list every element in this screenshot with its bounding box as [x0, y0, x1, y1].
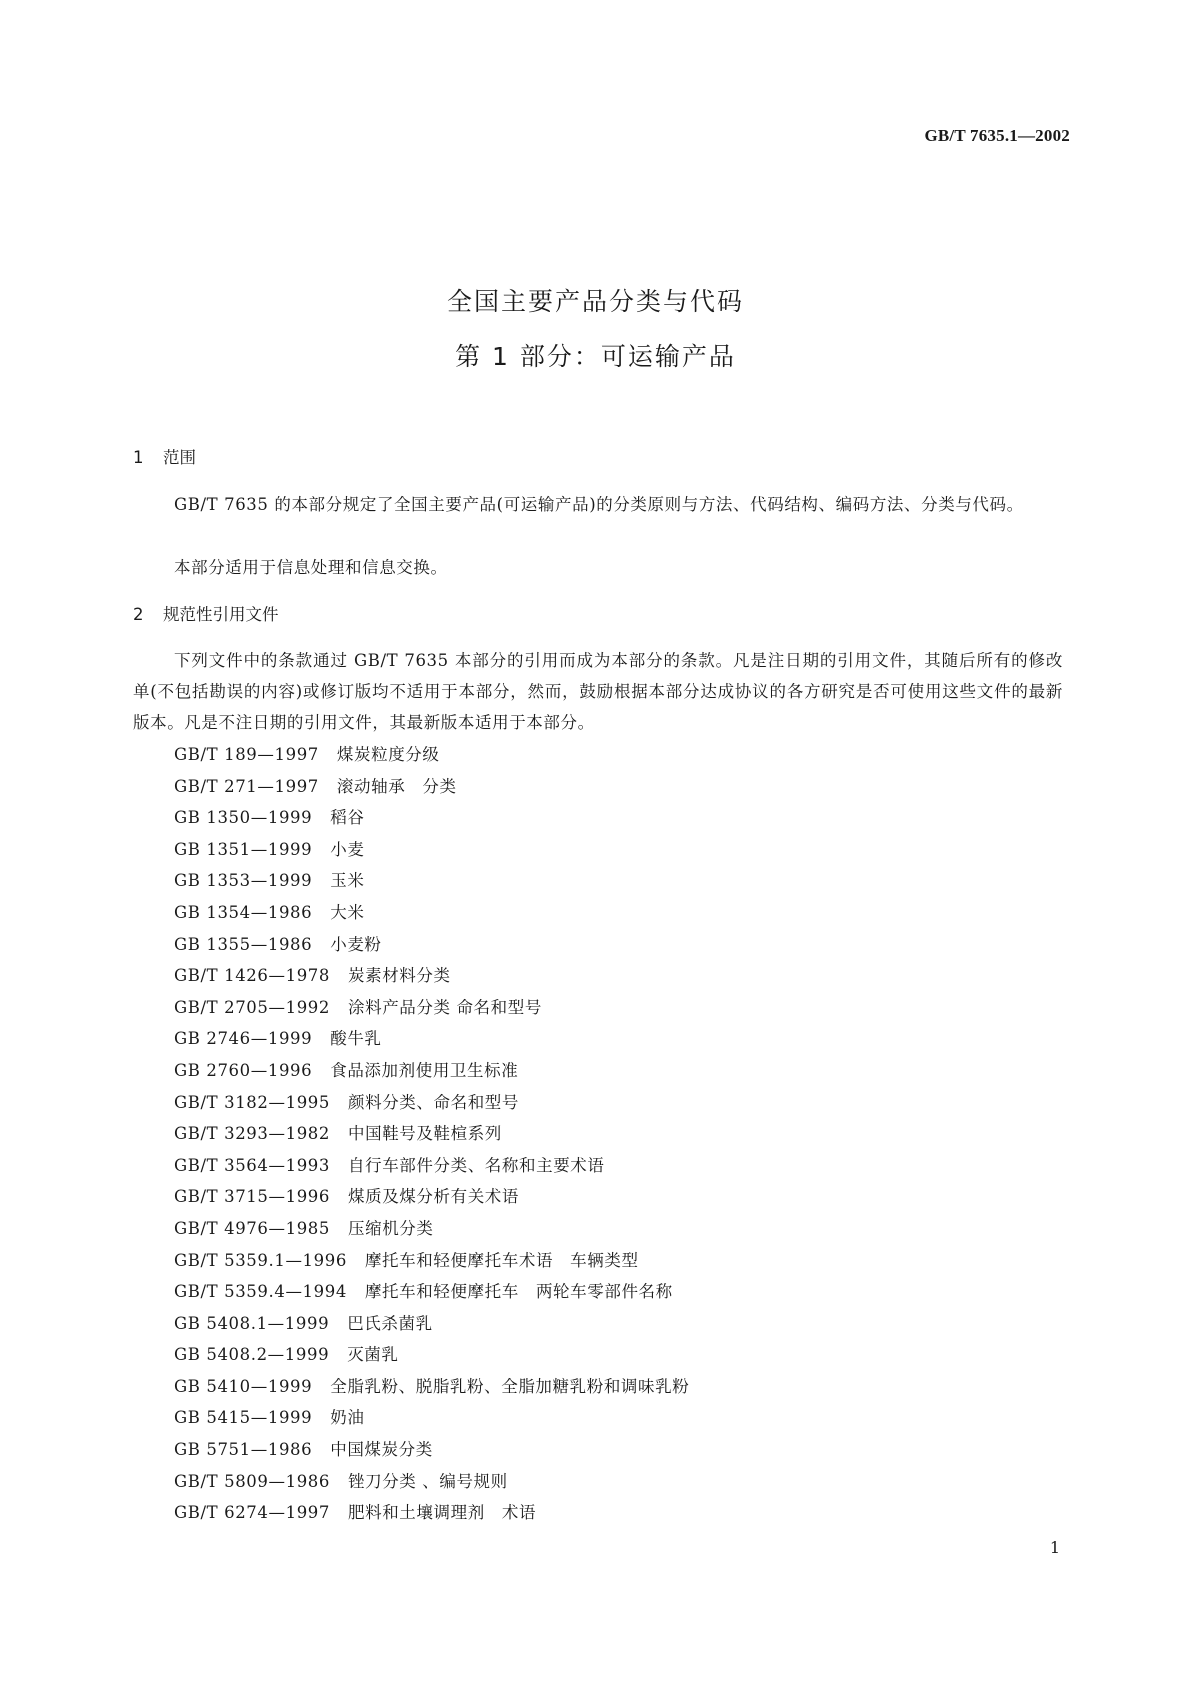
reference-code: GB/T 2705—1992 — [174, 997, 330, 1017]
reference-item — [174, 771, 689, 803]
section-number: 1 — [133, 448, 144, 467]
reference-title: 滚动轴承 分类 — [336, 776, 457, 796]
section-title: 范围 — [163, 448, 196, 467]
reference-item — [174, 1308, 689, 1340]
reference-item — [174, 1055, 689, 1087]
reference-item — [174, 802, 689, 834]
reference-code: GB 1354—1986 — [174, 902, 313, 922]
reference-code: GB/T 3715—1996 — [174, 1187, 330, 1207]
section-heading-normative-references — [133, 601, 279, 625]
reference-title: 奶油 — [330, 1408, 365, 1428]
reference-title: 中国煤炭分类 — [330, 1440, 433, 1460]
reference-title: 中国鞋号及鞋楦系列 — [348, 1124, 502, 1144]
reference-code: GB 1353—1999 — [174, 871, 313, 891]
reference-code: GB 2760—1996 — [174, 1060, 313, 1080]
reference-item — [174, 1245, 689, 1277]
reference-title: 稻谷 — [330, 808, 365, 828]
references-intro-paragraph — [133, 645, 1063, 738]
reference-title: 颜料分类、命名和型号 — [348, 1092, 519, 1112]
reference-title: 食品添加剂使用卫生标准 — [330, 1060, 519, 1080]
reference-code: GB/T 189—1997 — [174, 745, 319, 764]
reference-title: 玉米 — [330, 871, 365, 891]
document-title: 全国主要产品分类与代码 — [446, 287, 744, 316]
reference-title: 小麦粉 — [330, 934, 382, 954]
reference-item — [174, 1434, 689, 1466]
reference-item — [174, 1402, 689, 1434]
page-number: 1 — [1049, 1538, 1060, 1557]
reference-code: GB 5415—1999 — [174, 1408, 313, 1428]
reference-title: 小麦 — [330, 839, 365, 859]
reference-list — [174, 739, 689, 1529]
reference-code: GB/T 5809—1986 — [174, 1471, 330, 1491]
reference-title: 涂料产品分类 命名和型号 — [348, 997, 542, 1017]
reference-item — [174, 834, 689, 866]
reference-item — [174, 739, 689, 771]
reference-code: GB/T 1426—1978 — [174, 966, 330, 986]
reference-code: GB 5751—1986 — [174, 1440, 313, 1460]
reference-title: 摩托车和轻便摩托车术语 车辆类型 — [364, 1250, 639, 1270]
reference-item — [174, 1339, 689, 1371]
reference-title: 酸牛乳 — [330, 1029, 382, 1049]
reference-code: GB/T 5359.4—1994 — [174, 1282, 347, 1302]
reference-code: GB 1351—1999 — [174, 839, 313, 859]
paragraph-text: GB/T 7635 的本部分规定了全国主要产品(可运输产品)的分类原则与方法、代码结构、编码方法、分类与代码。 — [174, 495, 1024, 514]
standard-code: GB/T 7635.1—2002 — [924, 126, 1070, 145]
reference-title: 炭素材料分类 — [348, 966, 451, 986]
reference-title: 煤质及煤分析有关术语 — [348, 1187, 519, 1207]
reference-title: 摩托车和轻便摩托车 两轮车零部件名称 — [364, 1282, 673, 1302]
reference-code: GB 5410—1999 — [174, 1376, 313, 1396]
reference-title: 锉刀分类 、编号规则 — [348, 1471, 508, 1491]
reference-item — [174, 960, 689, 992]
reference-title: 自行车部件分类、名称和主要术语 — [348, 1155, 605, 1175]
reference-code: GB 5408.2—1999 — [174, 1345, 330, 1365]
reference-code: GB/T 271—1997 — [174, 776, 319, 796]
reference-title: 巴氏杀菌乳 — [347, 1313, 433, 1333]
reference-item — [174, 929, 689, 961]
reference-title: 压缩机分类 — [348, 1218, 434, 1238]
reference-title: 大米 — [330, 902, 365, 922]
reference-item — [174, 1087, 689, 1119]
reference-item — [174, 1497, 689, 1529]
reference-item — [174, 1023, 689, 1055]
paragraph-text: 本部分适用于信息处理和信息交换。 — [174, 558, 448, 577]
reference-code: GB 5408.1—1999 — [174, 1313, 330, 1333]
reference-code: GB/T 3564—1993 — [174, 1155, 330, 1175]
reference-title: 灭菌乳 — [347, 1345, 399, 1365]
section-number: 2 — [133, 605, 144, 624]
reference-code: GB 1355—1986 — [174, 934, 313, 954]
reference-code: GB/T 3293—1982 — [174, 1124, 330, 1144]
reference-code: GB/T 3182—1995 — [174, 1092, 330, 1112]
reference-item — [174, 992, 689, 1024]
section-heading-scope — [133, 444, 196, 468]
reference-item — [174, 1213, 689, 1245]
reference-item — [174, 1118, 689, 1150]
scope-paragraph — [133, 489, 1063, 520]
document-subtitle: 第 1 部分：可运输产品 — [455, 342, 736, 371]
reference-item — [174, 1276, 689, 1308]
reference-item — [174, 1466, 689, 1498]
reference-item — [174, 1181, 689, 1213]
paragraph-text: 下列文件中的条款通过 GB/T 7635 本部分的引用而成为本部分的条款。凡是注日期的引用文件，其随后所有的修改单(不包括勘误的内容)或修订版均不适用于本部分，然而，鼓励根据本部分达成协议的各方研究是否可使用这些文件的最新版本。凡是不注日期的引用文件，其最新版本适用于本部分。 — [133, 651, 1063, 732]
reference-title: 煤炭粒度分级 — [336, 745, 440, 764]
reference-item — [174, 1150, 689, 1182]
scope-applicability-paragraph — [133, 552, 1063, 583]
reference-code: GB 2746—1999 — [174, 1029, 313, 1049]
reference-code: GB/T 4976—1985 — [174, 1218, 330, 1238]
reference-code: GB 1350—1999 — [174, 808, 313, 828]
reference-item — [174, 1371, 689, 1403]
reference-item — [174, 897, 689, 929]
reference-item — [174, 865, 689, 897]
section-title: 规范性引用文件 — [163, 605, 279, 624]
reference-code: GB/T 6274—1997 — [174, 1503, 330, 1523]
reference-title: 肥料和土壤调理剂 术语 — [348, 1503, 537, 1523]
reference-title: 全脂乳粉、脱脂乳粉、全脂加糖乳粉和调味乳粉 — [330, 1376, 690, 1396]
reference-code: GB/T 5359.1—1996 — [174, 1250, 347, 1270]
